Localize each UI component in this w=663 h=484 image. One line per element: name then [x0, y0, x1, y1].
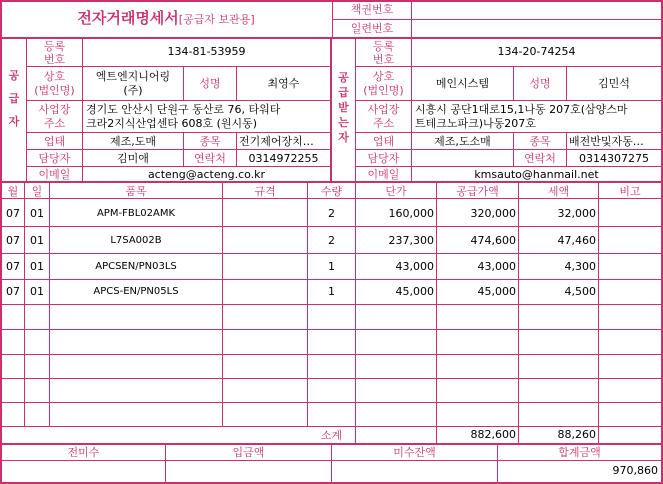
- supplier-email-label: 이메일: [38, 168, 71, 181]
- table-row-line-2: [0, 253, 663, 254]
- supplier-business-label: 업태: [43, 135, 66, 148]
- supplier-address-label-1: 사업장: [38, 103, 71, 116]
- supplier-ceo-label: 성명: [199, 77, 221, 90]
- receiver-reg-label-2: 번호: [372, 53, 395, 66]
- supplier-address-1: 경기도 안산시 단원구 동산로 76, 타워타: [86, 103, 281, 116]
- unpaid-label: 전미수: [67, 446, 100, 459]
- receiver-side-char-1: 공: [338, 71, 349, 84]
- table-row-line-1: [0, 226, 663, 227]
- receiver-side-char-5: 자: [338, 131, 349, 144]
- receiver-row-line-3: [355, 132, 663, 133]
- row-2-month: 07: [6, 234, 20, 247]
- receiver-reg-label-1: 등록: [372, 40, 395, 53]
- receiver-ceo: 김민석: [598, 77, 630, 90]
- row-3-qty: 1: [328, 260, 335, 273]
- receiver-company: 메인시스템: [435, 77, 490, 90]
- col-header-note: 비고: [619, 185, 641, 198]
- table-row-line-3: [0, 279, 663, 280]
- row-1-tax: 32,000: [557, 207, 596, 220]
- receiver-company-label-2: (법인명): [363, 84, 404, 97]
- subtotal-label: 소계: [320, 429, 343, 442]
- row-1-item: APM-FBL02AMK: [96, 208, 176, 219]
- subtotal-tax: 88,260: [557, 428, 596, 441]
- supplier-company-label-2: (법인명): [34, 84, 75, 97]
- supplier-row-line-5: [26, 166, 330, 167]
- supplier-address-2: 크라2지식산업센타 608호 (원시동): [86, 117, 258, 130]
- receiver-item: 배전반및자동…: [569, 135, 644, 148]
- row-3-item: APCSEN/PN03LS: [95, 261, 177, 272]
- balance-label: 미수잔액: [393, 446, 436, 459]
- supplier-row-line-4: [26, 149, 330, 150]
- row-3-unit-price: 43,000: [395, 260, 434, 273]
- supplier-ceo: 최영수: [267, 77, 300, 90]
- subtotal-amount: 882,600: [470, 428, 516, 441]
- row-1-qty: 2: [328, 207, 335, 220]
- supplier-reg-no: 134-81-53959: [167, 45, 246, 58]
- col-header-spec: 규격: [254, 185, 276, 198]
- row-3-amount: 43,000: [477, 260, 516, 273]
- table-row-line-6: [0, 354, 663, 355]
- row-4-month: 07: [6, 285, 20, 298]
- col-header-unit-price: 단가: [385, 185, 407, 198]
- document-title: [2, 8, 330, 30]
- supplier-row-line-3: [26, 132, 330, 133]
- col-header-day: 일: [31, 185, 43, 198]
- supplier-reg-label-2: 번호: [43, 53, 66, 66]
- col-header-amount: 공급가액: [456, 185, 499, 198]
- table-row-line-5: [0, 329, 663, 330]
- supplier-side-label: [2, 68, 26, 129]
- row-1-month: 07: [6, 207, 20, 220]
- receiver-company-label-1: 상호: [372, 70, 395, 83]
- row-4-qty: 1: [328, 285, 335, 298]
- receiver-address-1: 시흥시 공단1대로15,1나동 207호(삼양스마: [415, 103, 628, 116]
- supplier-address-label-2: 주소: [43, 117, 66, 130]
- row-3-month: 07: [6, 260, 20, 273]
- supplier-phone-label: 연락처: [194, 152, 226, 165]
- table-header-line: [0, 198, 663, 199]
- col-line-tax: [518, 182, 519, 445]
- receiver-business: 제조,도소매: [434, 135, 491, 148]
- receiver-label-divider: [411, 38, 412, 182]
- supplier-side-char-1: 공: [8, 69, 20, 82]
- row-4-day: 01: [30, 285, 44, 298]
- row-2-day: 01: [30, 234, 44, 247]
- receiver-side-char-4: 는: [338, 116, 349, 129]
- row-3-tax: 4,300: [564, 260, 596, 273]
- serial-no-label: 일련번호: [350, 22, 394, 35]
- receiver-email-label: 이메일: [367, 168, 400, 181]
- supplier-email: acteng@acteng.co.kr: [147, 168, 266, 181]
- supplier-business: 제조,도매: [109, 135, 156, 148]
- supplier-contact: 김미애: [117, 152, 149, 165]
- row-4-unit-price: 45,000: [395, 285, 434, 298]
- col-line-spec: [222, 182, 223, 426]
- col-header-month: 월: [7, 185, 19, 198]
- receiver-address-label-1: 사업장: [367, 103, 400, 116]
- row-2-tax: 47,460: [557, 234, 596, 247]
- table-row-line-7: [0, 378, 663, 379]
- supplier-company-1: 엑트엔지니어링: [95, 70, 171, 83]
- receiver-business-label: 업태: [372, 135, 395, 148]
- col-header-item: 품목: [125, 185, 147, 198]
- total-label: 합계금액: [558, 446, 601, 459]
- receiver-reg-no: 134-20-74254: [497, 45, 576, 58]
- supplier-company-label-1: 상호: [43, 70, 66, 83]
- row-2-amount: 474,600: [470, 234, 516, 247]
- supplier-row-line-1: [26, 66, 330, 67]
- receiver-phone-label: 연락처: [524, 152, 556, 165]
- party-bottom-line: [0, 181, 663, 183]
- receiver-row-line-1: [355, 66, 663, 67]
- receiver-address-label-2: 주소: [372, 117, 395, 130]
- supplier-phone: 0314972255: [248, 152, 319, 165]
- row-2-unit-price: 237,300: [388, 234, 434, 247]
- col-line-day: [24, 182, 25, 426]
- col-line-note: [598, 182, 599, 445]
- supplier-company-2: (주): [123, 84, 143, 97]
- supplier-contact-label: 담당자: [38, 152, 71, 165]
- supplier-side-char-3: 자: [8, 115, 20, 128]
- row-1-day: 01: [30, 207, 44, 220]
- receiver-contact-label: 담당자: [367, 152, 400, 165]
- total-value: 970,860: [612, 464, 658, 477]
- supplier-item-label: 종목: [199, 135, 221, 148]
- receiver-item-label: 종목: [529, 135, 551, 148]
- title-sub: [공급자 보관용]: [178, 13, 255, 26]
- row-4-item: APCS-EN/PN05LS: [93, 286, 179, 297]
- book-no-label: 책권번호: [350, 3, 394, 16]
- row-4-tax: 4,500: [564, 285, 596, 298]
- row-4-amount: 45,000: [477, 285, 516, 298]
- supplier-item: 전기제어장치…: [239, 135, 314, 148]
- receiver-side-char-3: 받: [338, 101, 349, 114]
- header-mid-line: [332, 19, 663, 20]
- row-3-day: 01: [30, 260, 44, 273]
- col-line-price: [355, 182, 356, 445]
- supplier-side-char-2: 급: [8, 92, 20, 105]
- row-2-item: L7SA002B: [110, 235, 162, 246]
- table-row-line-8: [0, 402, 663, 403]
- supplier-reg-label-1: 등록: [43, 40, 66, 53]
- supplier-row-line-2: [26, 100, 330, 101]
- row-1-unit-price: 160,000: [388, 207, 434, 220]
- receiver-side-label: [332, 70, 355, 145]
- row-2-qty: 2: [328, 234, 335, 247]
- receiver-address-2: 트테크노파크)나동207호: [415, 117, 536, 130]
- receiver-row-line-5: [355, 166, 663, 167]
- receiver-row-line-4: [355, 149, 663, 150]
- receiver-phone: 0314307275: [579, 152, 649, 165]
- table-row-line-9: [0, 426, 663, 427]
- col-header-qty: 수량: [320, 185, 343, 198]
- title-main: 전자거래명세서: [77, 9, 179, 27]
- receiver-side-char-2: 급: [338, 86, 349, 99]
- receiver-row-line-2: [355, 100, 663, 101]
- col-line-amount: [436, 182, 437, 445]
- receiver-ceo-label: 성명: [529, 77, 551, 90]
- table-row-line-4: [0, 304, 663, 305]
- col-header-tax: 세액: [547, 185, 570, 198]
- deposit-label: 입금액: [232, 446, 265, 459]
- row-1-amount: 320,000: [470, 207, 516, 220]
- receiver-email: kmsauto@hanmail.net: [474, 168, 599, 181]
